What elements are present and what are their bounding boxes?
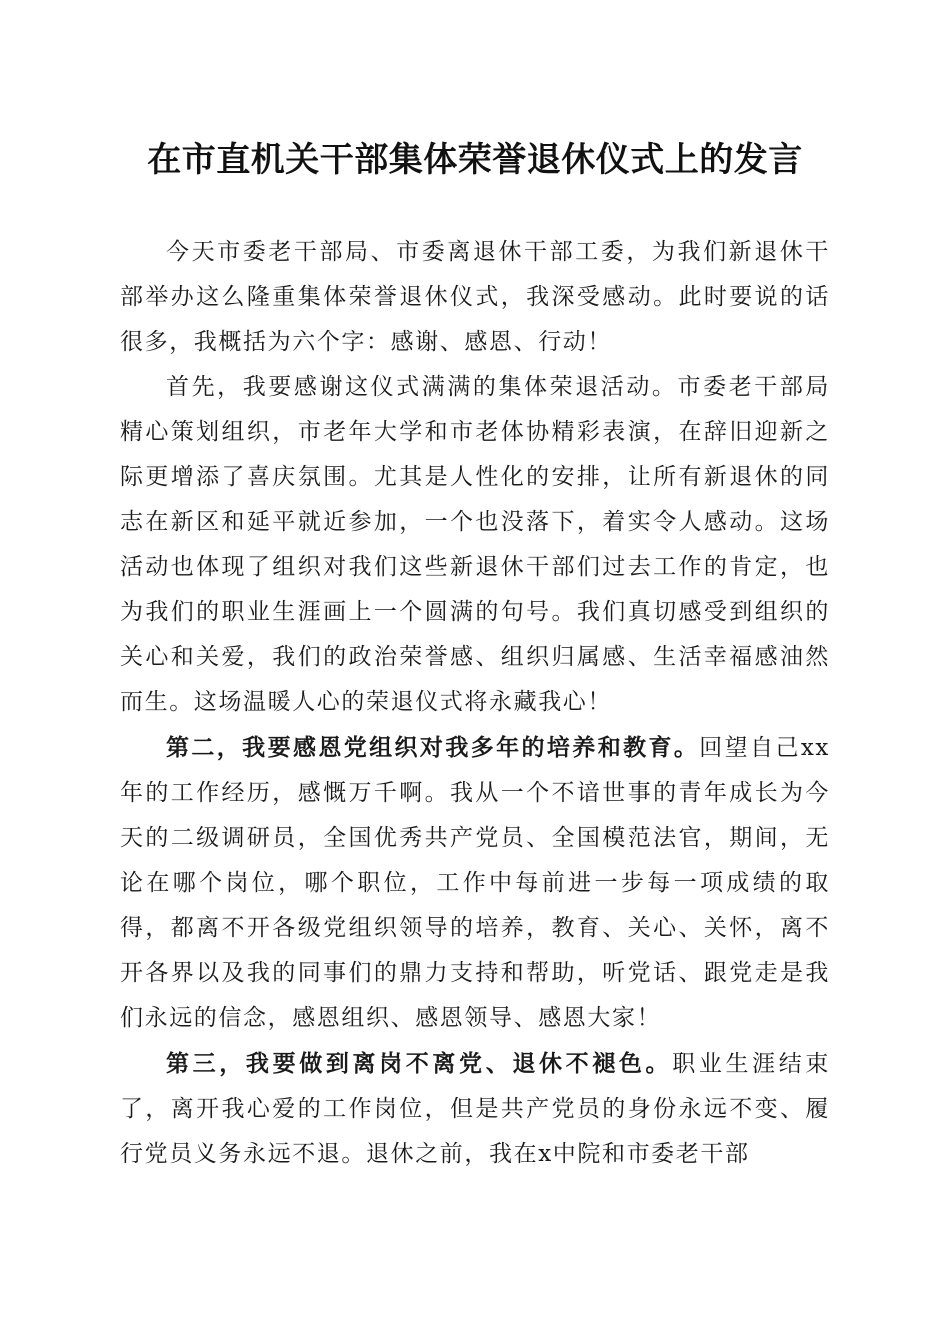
- paragraph-lead: 第三，我要做到离岗不离党、退休不褪色。: [166, 1050, 673, 1077]
- paragraph-thanks: [120, 365, 830, 725]
- document-body: [120, 230, 830, 1177]
- paragraph-text: 回望自己xx年的工作经历，感慨万千啊。我从一个不谙世事的青年成长为今天的二级调研员，全国优秀共产党员、全国模范法官，期间，无论在哪个岗位，哪个职位，工作中每前进一步每一项成绩的取得，都离不开各级党组织领导的培养，教育、关心、关怀，离不开各界以及我的同事们的鼎力支持和帮助，听党话、跟党走是我们永远的信念，感恩组织、感恩领导、感恩大家！: [120, 735, 830, 1031]
- paragraph-intro: [120, 230, 830, 365]
- paragraph-action: [120, 1041, 830, 1177]
- paragraph-lead: 第二，我要感恩党组织对我多年的培养和教育。: [166, 734, 700, 761]
- paragraph-text: 职业生涯结束了，离开我心爱的工作岗位，但是共产党员的身份永远不变、履行党员义务永远不退。退休之前，我在x中院和市委老干部: [120, 1051, 830, 1167]
- document-title: 在市直机关干部集体荣誉退休仪式上的发言: [147, 140, 803, 180]
- paragraph-gratitude: [120, 725, 830, 1041]
- paragraph-text: 今天市委老干部局、市委离退休干部工委，为我们新退休干部举办这么隆重集体荣誉退休仪式，我深受感动。此时要说的话很多，我概括为六个字：感谢、感恩、行动！: [120, 239, 830, 355]
- paragraph-text: 首先，我要感谢这仪式满满的集体荣退活动。市委老干部局精心策划组织，市老年大学和市老体协精彩表演，在辞旧迎新之际更增添了喜庆氛围。尤其是人性化的安排，让所有新退休的同志在新区和延平就近参加，一个也没落下，着实令人感动。这场活动也体现了组织对我们这些新退休干部们过去工作的肯定，也为我们的职业生涯画上一个圆满的句号。我们真切感受到组织的关心和关爱，我们的政治荣誉感、组织归属感、生活幸福感油然而生。这场温暖人心的荣退仪式将永藏我心！: [120, 374, 830, 715]
